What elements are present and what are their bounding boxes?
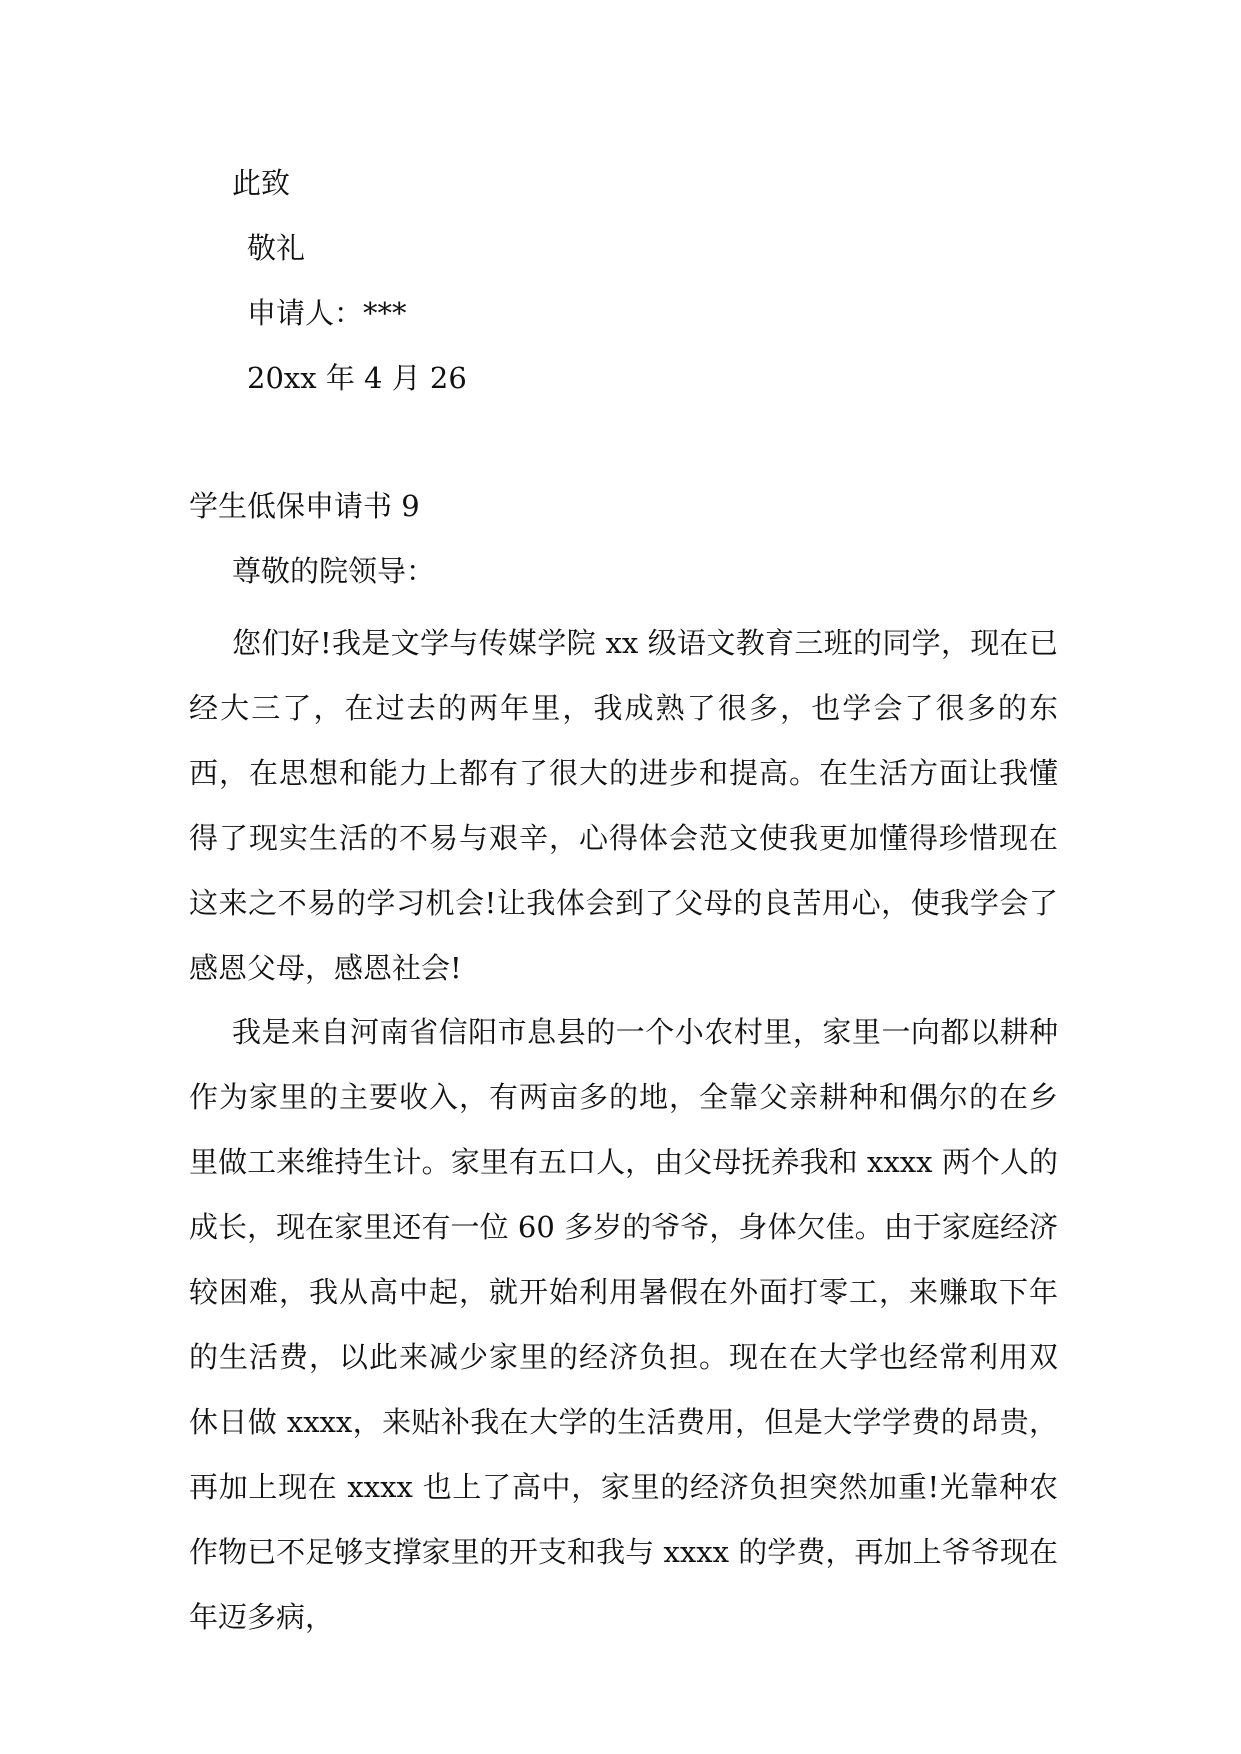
closing-applicant: 申请人：*** [247, 296, 407, 330]
body-paragraph-1: 您们好!我是文学与传媒学院 xx 级语文教育三班的同学，现在已经大三了，在过去的两年里，我成熟了很多，也学会了很多的东西，在思想和能力上都有了很大的进步和提高。在生活方面让我懂得了现实生活的不易与艰辛，心得体会范文使我更加懂得珍惜现在这来之不易的学习机会!让我体会到了父母的良苦用心，使我学会了感恩父母，感恩社会! [189, 626, 1058, 985]
closing-date: 20xx 年 4 月 26 [247, 361, 467, 395]
salutation: 尊敬的院领导： [232, 554, 436, 588]
document-title: 学生低保申请书 9 [189, 489, 420, 523]
body-paragraph-2: 我是来自河南省信阳市息县的一个小农村里，家里一向都以耕种作为家里的主要收入，有两亩多的地，全靠父亲耕种和偶尔的在乡里做工来维持生计。家里有五口人，由父母抚养我和 xxxx 两个人的成长，现在家里还有一位 60 多岁的爷爷，身体欠佳。由于家庭经济较困难，我从高中起，就开始利用暑假在外面打零工，来赚取下年的生活费，以此来减少家里的经济负担。现在在大学也经常利用双休日做 xxxx，来贴补我在大学的生活费用，但是大学学费的昂贵，再加上现在 xxxx 也上了高中，家里的经济负担突然加重!光靠种农作物已不足够支撑家里的开支和我与 xxxx 的学费，再加上爷爷现在年迈多病， [189, 1015, 1058, 1634]
closing-regards-1: 此致 [232, 166, 291, 200]
closing-regards-2: 敬礼 [247, 231, 306, 265]
